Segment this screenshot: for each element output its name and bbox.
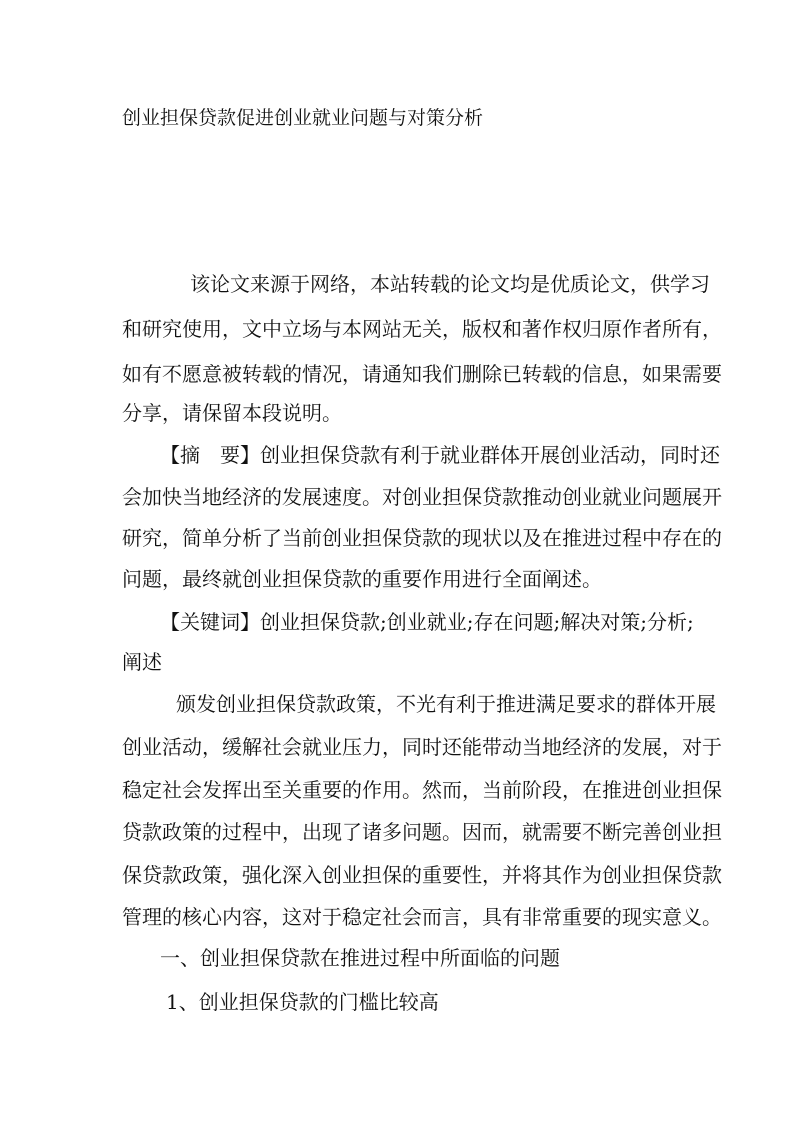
notice-line: 如有不愿意被转载的情况，请通知我们删除已转载的信息，如果需要 <box>122 362 722 386</box>
keywords-line: 【关键词】创业担保贷款;创业就业;存在问题;解决对策;分析; <box>160 610 694 634</box>
intro-line: 稳定社会发挥出至关重要的作用。然而，当前阶段，在推进创业担保 <box>122 778 722 802</box>
section-heading: 一、创业担保贷款在推进过程中所面临的问题 <box>160 946 560 970</box>
notice-line: 和研究使用，文中立场与本网站无关，版权和著作权归原作者所有， <box>122 317 722 341</box>
subsection-heading: 1、创业担保贷款的门槛比较高 <box>166 990 439 1014</box>
abstract-line: 会加快当地经济的发展速度。对创业担保贷款推动创业就业问题展开 <box>122 485 722 509</box>
abstract-line: 问题，最终就创业担保贷款的重要作用进行全面阐述。 <box>122 567 602 591</box>
intro-line: 贷款政策的过程中，出现了诸多问题。因而，就需要不断完善创业担 <box>122 820 722 844</box>
abstract-line: 研究，简单分析了当前创业担保贷款的现状以及在推进过程中存在的 <box>122 526 722 550</box>
document-title: 创业担保贷款促进创业就业问题与对策分析 <box>122 107 484 129</box>
intro-line: 保贷款政策，强化深入创业担保的重要性，并将其作为创业担保贷款 <box>122 863 722 887</box>
abstract-line: 【摘 要】创业担保贷款有利于就业群体开展创业活动，同时还 <box>160 443 720 467</box>
intro-line: 创业活动，缓解社会就业压力，同时还能带动当地经济的发展，对于 <box>122 735 722 759</box>
notice-line: 分享，请保留本段说明。 <box>122 401 342 425</box>
keywords-line: 阐述 <box>122 650 162 674</box>
intro-line: 颁发创业担保贷款政策，不光有利于推进满足要求的群体开展 <box>176 692 716 716</box>
notice-line: 该论文来源于网络，本站转载的论文均是优质论文，供学习 <box>190 272 710 296</box>
intro-line: 管理的核心内容，这对于稳定社会而言，具有非常重要的现实意义。 <box>122 905 722 929</box>
